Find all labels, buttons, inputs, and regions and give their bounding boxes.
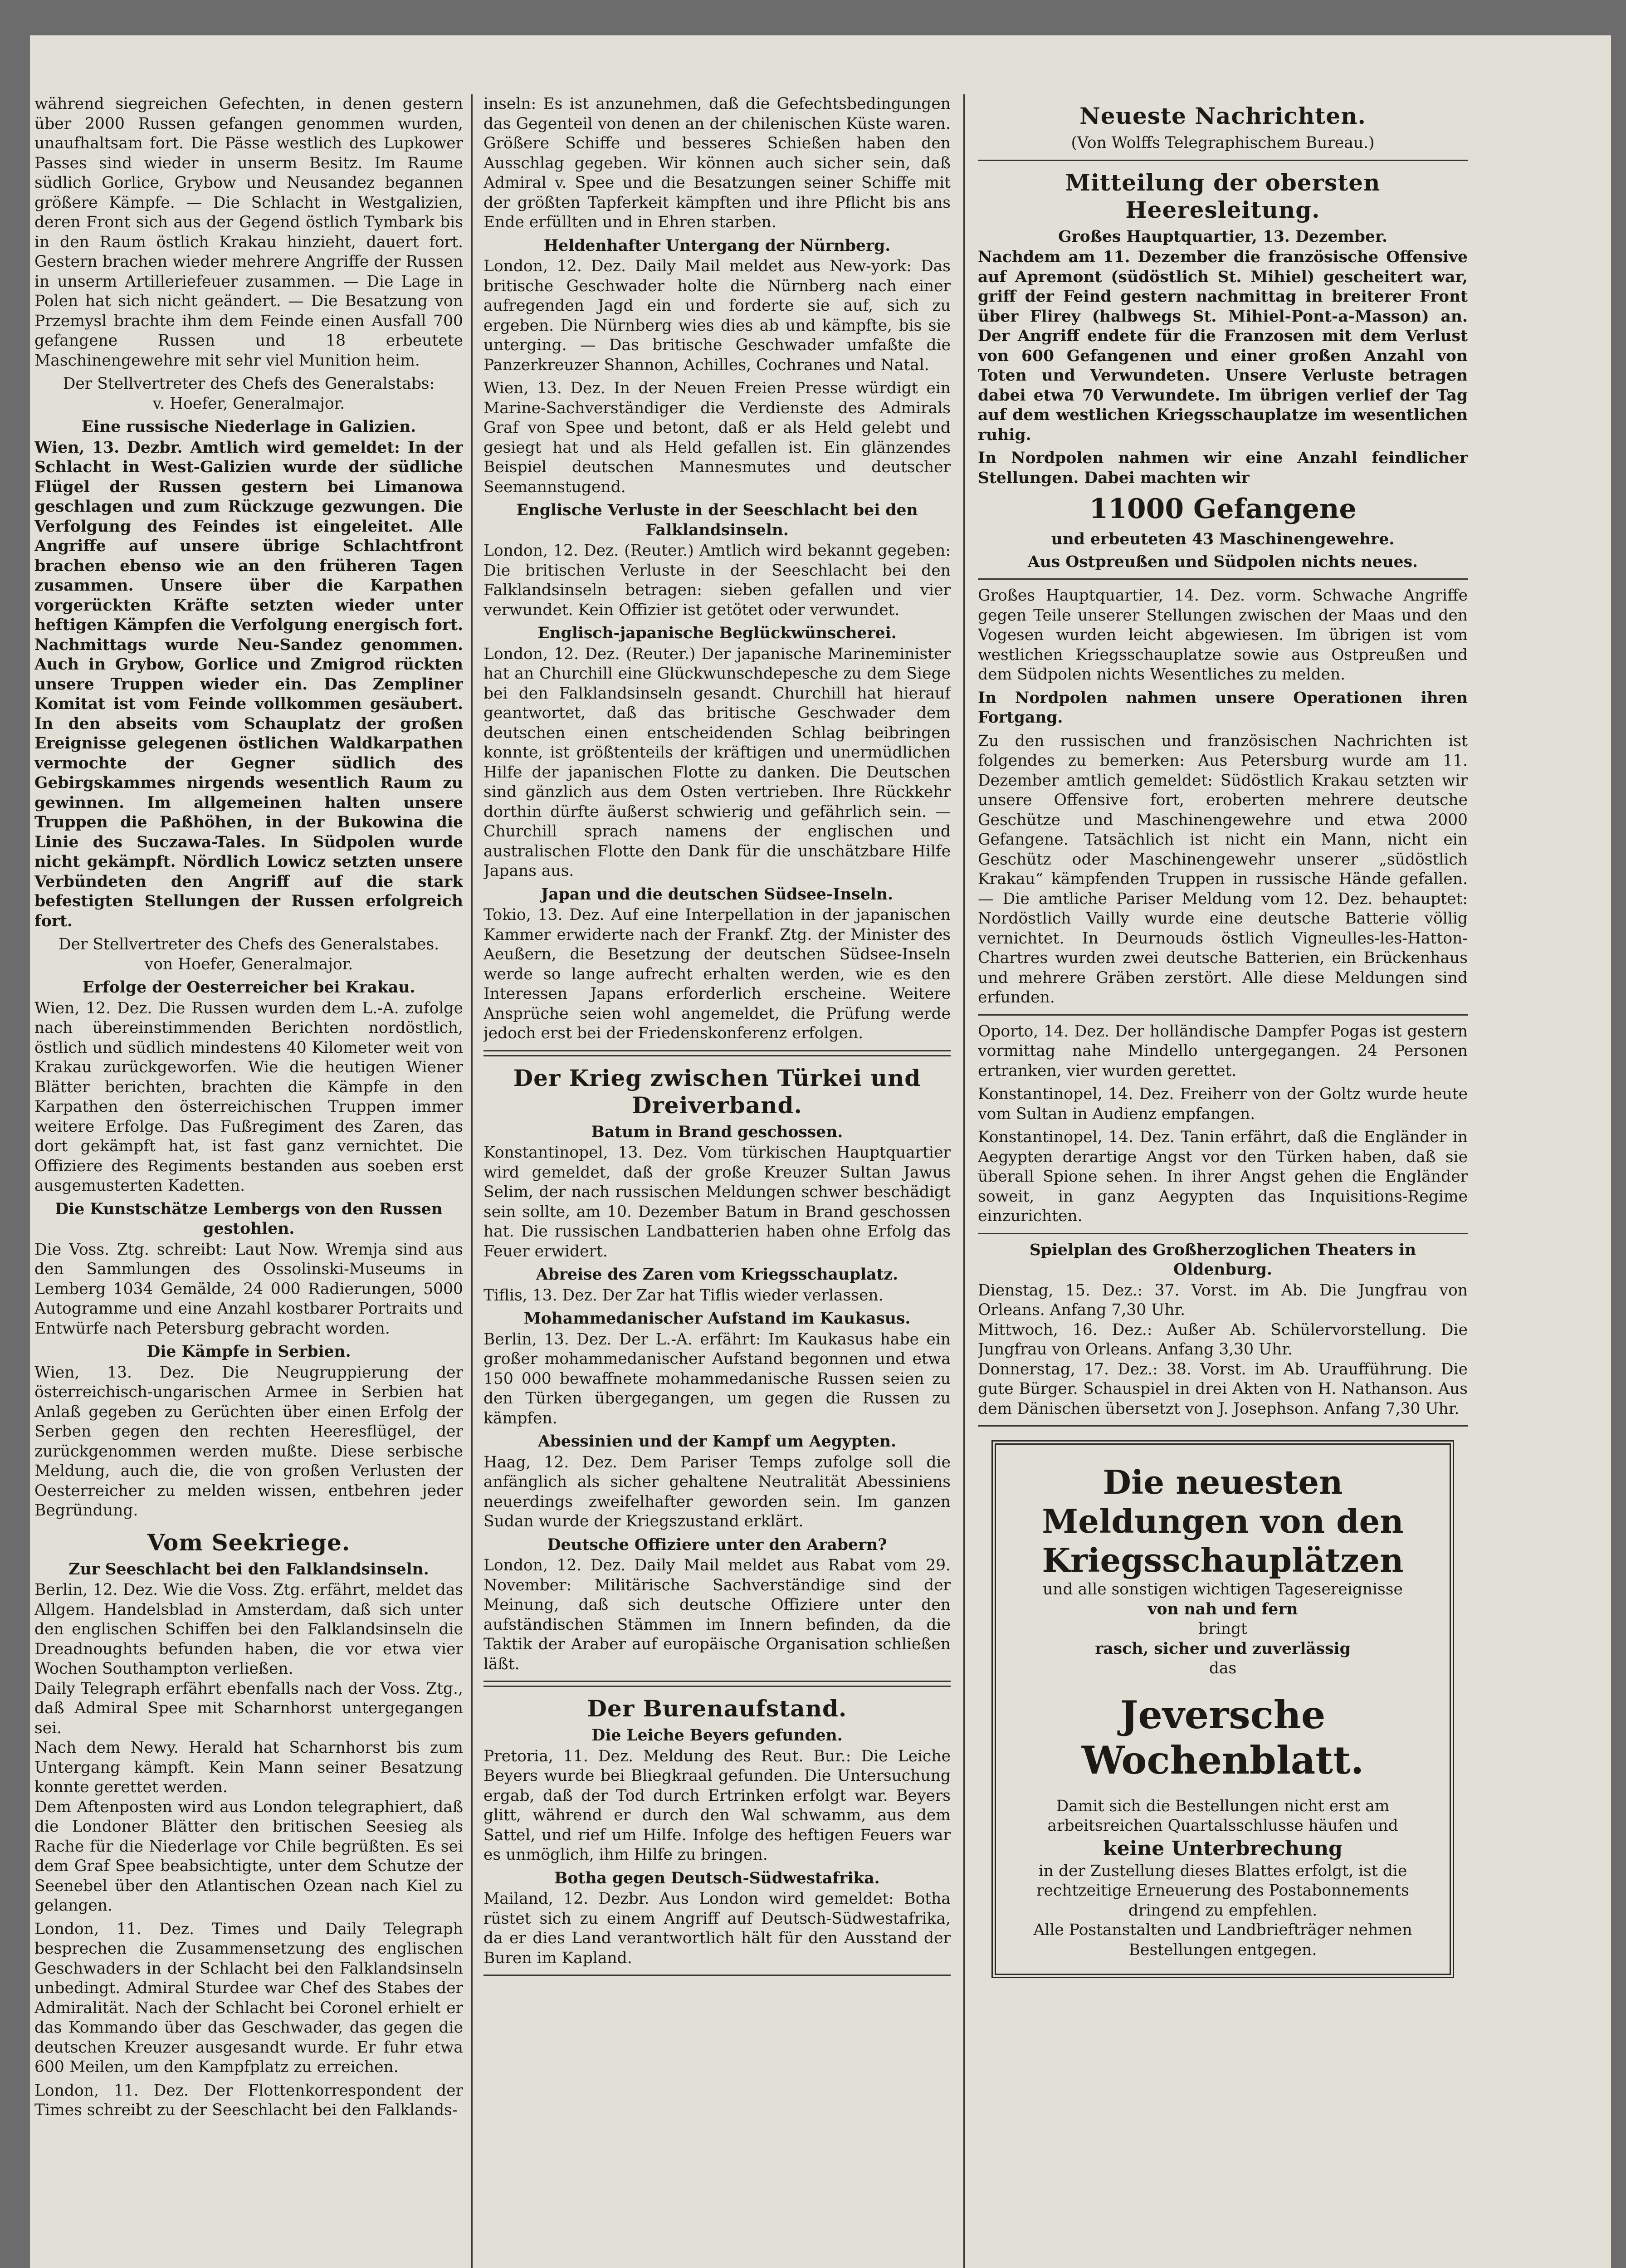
article-text: Wien, 13. Dez. Die Neugruppierung der österreichisch-ungarischen Armee in Serbien hat Anlaß gegeben zu Gerüchten über einen Erfolg der Serben gegen den rechten Heeresflügel, der zurückgenommen werden mußte. Diese serbische Meldung, auch die, die von großen Verlusten der Oesterreicher zu melden wissen, entbehren jeder Begründung. [34,1363,463,1520]
article-text: Konstantinopel, 13. Dez. Vom türkischen Hauptquartier wird gemeldet, daß der große Kreuzer Sultan Jawus Selim, der nach russischen Meldungen schwer beschädigt sein sollte, am 10. Dezember Batum in Brand geschossen hat. Die russischen Landbatterien haben ohne Erfolg das Feuer erwidert. [483,1144,951,1261]
section-title: Neueste Nachrichten. [1079,103,1366,129]
article-text: Tokio, 13. Dez. Auf eine Interpellation in der japanischen Kammer erwiderte nach der Frankf. Ztg. der Minister des Aeußern, die Besetzung der deutschen Südsee-Inseln werde so lange aufrecht erhalten werden, wie es den Interessen Japans erforderlich erscheine. Weitere Ansprüche seien wohl angemeldet, die Prüfung werde jedoch erst bei der Friedenskonferenz erfolgen. [483,906,951,1042]
theater-listing: Dienstag, 15. Dez.: 37. Vorst. im Ab. Die Jungfrau von Orleans. Anfang 7,30 Uhr. [978,1281,1468,1319]
dateline: Großes Hauptquartier, 13. Dezember. [1058,227,1387,246]
highlight-figure: 11000 Gefangene [1089,493,1357,525]
theater-listing: Donnerstag, 17. Dez.: 38. Vorst. im Ab. Uraufführung. Die gute Bürger. Schauspiel in drei Akten von H. Nathanson. Aus dem Dänischen übersetzt von J. Josephson. Anfang 7,30 Uhr. [978,1360,1468,1418]
headline: Spielplan des Großherzoglichen Theaters in Oldenburg. [1029,1241,1416,1279]
ad-text: rasch, sicher und zuverlässig [1095,1639,1351,1658]
headline: Heldenhafter Untergang der Nürnberg. [543,236,891,255]
article-text: London, 12. Dez. Daily Mail meldet aus Rabat vom 29. November: Militärische Sachverständige sind der Meinung, daß sich deutsche Offiziere unter den aufständischen Stämmen im Innern befinden, da die Taktik der Araber auf europäische Organisation schließen läßt. [483,1556,951,1673]
article-text: Wien, 12. Dez. Die Russen wurden dem L.-A. zufolge nach übereinstimmenden Berichten nordöstlich, östlich und südlich mindestens 40 Kilometer weit von Krakau zurückgeworfen. Wie die heutigen Wiener Blätter berichten, brachten die Kämpfe in den Karpathen den österreichischen Truppen immer weitere Erfolge. Das Fußregiment des Zaren, das dort gekämpft hat, ist fast ganz vernichtet. Die Offiziere des Regiments bestanden aus soeben erst ausgemusterten Kadetten. [34,999,463,1195]
headline: Abreise des Zaren vom Kriegsschauplatz. [536,1266,898,1284]
column-left [34,94,463,2268]
article-text: Großes Hauptquartier, 14. Dez. vorm. Schwache Angriffe gegen Teile unserer Stellungen zwischen der Maas und den Vogesen wurden leicht abgewiesen. Im übrigen ist vom westlichen Kriegsschauplatze sowie aus Ostpreußen und dem Südpolen nichts Wesentliches zu melden. [978,587,1468,684]
article-text: Daily Telegraph erfährt ebenfalls nach der Voss. Ztg., daß Admiral Spee mit Scharnhorst untergegangen sei. [34,1679,463,1737]
article-text: während siegreichen Gefechten, in denen gestern über 2000 Russen gefangen genommen wurden, unaufhaltsam fort. Die Pässe westlich des Lupkower Passes sind wieder in unserm Besitz. Im Raume südlich Gorlice, Grybow und Neusandez begannen größere Kämpfe. — Die Schlacht in Westgalizien, deren Front sich aus der Gegend östlich Tymbark bis in den Raum östlich Krakau hinzieht, dauert fort. Gestern brachen wieder mehrere Angriffe der Russen in unserm Artilleriefeuer zusammen. — Die Lage in Polen hat sich nicht geändert. — Die Besatzung von Przemysl brachte ihm dem Feinde einen Ausfall 700 gefangene Russen und 18 erbeutete Maschinengewehre mit sehr viel Munition heim. [34,95,463,370]
section-subtitle: (Von Wolffs Telegraphischem Bureau.) [1071,134,1375,152]
headline: Erfolge der Oesterreicher bei Krakau. [82,978,415,997]
article-text: und erbeuteten 43 Maschinengewehre. [1051,530,1395,548]
headline: Batum in Brand geschossen. [591,1123,843,1141]
advertisement-box [991,1440,1454,1978]
ad-text: Alle Postanstalten und Landbriefträger nehmen Bestellungen entgegen. [1033,1921,1412,1959]
article-text: Pretoria, 11. Dez. Meldung des Reut. Bur.: Die Leiche Beyers wurde bei Bliegkraal gefunden. Die Untersuchung ergab, daß der Tod durch Ertrinken erfolgt war. Beyers glitt, während er durch den Wal schwamm, aus dem Sattel, und rief um Hilfe. Infolge des heftigen Feuers war es unmöglich, ihm Hilfe zu bringen. [483,1747,951,1864]
article-text: Haag, 12. Dez. Dem Pariser Temps zufolge soll die anfänglich als sicher gehaltene Neutralität Abessiniens neuerdings zweifelhafter geworden sein. Im ganzen Sudan wurde der Kriegszustand erklärt. [483,1453,951,1530]
section-divider [978,1233,1468,1234]
signature-name: v. Hoefer, Generalmajor. [152,394,345,413]
newspaper-name: Jeversche Wochenblatt. [1081,1692,1364,1783]
headline: Zur Seeschlacht bei den Falklandsinseln. [68,1560,429,1579]
headline: Englische Verluste in der Seeschlacht bei den Falklandsinseln. [516,501,918,539]
article-text: Berlin, 12. Dez. Wie die Voss. Ztg. erfährt, meldet das Allgem. Handelsblad in Amsterdam, daß sich unter den englischen Schiffen bei den Falklandsinseln die Dreadnoughts befunden haben, die vor etwa vier Wochen Southampton verließen. [34,1581,463,1678]
article-text: London, 11. Dez. Times und Daily Telegraph besprechen die Zusammensetzung des englischen Geschwaders in der Schlacht bei den Falklandsinseln unbedingt. Admiral Sturdee war Chef des Stabes der Admiralität. Nach der Schlacht bei Coronel erhielt er das Kommando über das Geschwader, das gegen die deutschen Kreuzer ausgesandt wurde. Er fuhr etwa 600 Meilen, um den Kampfplatz zu erreichen. [34,1920,463,2076]
section-divider [978,1425,1468,1427]
article-text: Mailand, 12. Dezbr. Aus London wird gemeldet: Botha rüstet sich zu einem Angriff auf Deutsch-Südwestafrika, da er dies Land verantwortlich hält für den Ausstand der Buren im Kapland. [483,1890,951,1967]
article-text: Konstantinopel, 14. Dez. Tanin erfährt, daß die Engländer in Aegypten derartige Angst vor den Türken haben, daß sie überall Spione sehen. In ihrer Angst gehen die Engländer soweit, in ganz Aegypten das Inquisitions-Regime einzurichten. [978,1128,1468,1225]
article-text: Dem Aftenposten wird aus London telegraphiert, daß die Londoner Blätter den britischen Seesieg als Rache für die Niederlage vor Chile begrüßten. Es sei dem Graf Spee beabsichtigte, unter dem Schutze der Seenebel über den Atlantischen Ozean nach Kiel zu gelangen. [34,1798,463,1915]
headline: Japan und die deutschen Südsee-Inseln. [541,885,893,904]
article-text: Wien, 13. Dezbr. Amtlich wird gemeldet: In der Schlacht in West-Galizien wurde der südliche Flügel der Russen gestern bei Limanowa geschlagen und zum Rückzuge gezwungen. Die Verfolgung des Feindes ist eingeleitet. Alle Angriffe auf unsere übrige Schlachtfront brachen ebenso wie an den früheren Tagen zusammen. Unsere über die Karpathen vorgerückten Kräfte setzten wieder unter heftigen Kämpfen die Verfolgung energisch fort. Nachmittags wurde Neu-Sandez genommen. Auch in Grybow, Gorlice und Zmigrod rückten unsere Truppen wieder ein. Das Zempliner Komitat ist vom Feinde vollkommen gesäubert. In den abseits vom Schauplatz der großen Ereignisse gelegenen östlichen Waldkarpathen vermochte der Gegner südlich des Gebirgskammes nirgends wesentlich Raum zu gewinnen. Im allgemeinen halten unsere Truppen die Paßhöhen, in der Bukowina die Linie des Suczawa-Tales. In Südpolen wurde nicht gekämpft. Nördlich Lowicz setzten unsere Verbündeten den Angriff auf die stark befestigten Stellungen der Russen erfolgreich fort. [34,438,463,930]
column-rule [471,94,473,2268]
article-text: London, 12. Dez. Daily Mail meldet aus New-york: Das britische Geschwader holte die Nürnberg nach einer aufregenden Jagd ein und forderte sie auf, sich zu ergeben. Die Nürnberg wies dies ab und kämpfte, bis sie unterging. — Das britische Geschwader umfaßte die Panzerkreuzer Shannon, Achilles, Cochranes und Natal. [483,257,951,374]
article-text: Berlin, 13. Dez. Der L.-A. erfährt: Im Kaukasus habe ein großer mohammedanischer Aufstand begonnen und etwa 150 000 bewaffnete mohammedanische Russen seien zu den Türken übergegangen, um gegen die Russen zu kämpfen. [483,1330,951,1427]
article-text: London, 12. Dez. (Reuter.) Der japanische Marineminister hat an Churchill eine Glückwunschdepesche zu dem Siege bei den Falklandsinseln gesandt. Churchill hat hierauf geantwortet, daß das britische Geschwader dem deutschen einen entscheidenden Schlag beibringen konnte, ist größtenteils der kräftigen und unermüdlichen Hilfe der japanischen Flotte zu danken. Die Deutschen sind gänzlich aus dem Osten vertrieben. Ihre Rückkehr dorthin dürfte äußerst schwierig und gefährlich sein. — Churchill sprach namens der englischen und australischen Flotte den Dank für die unschätzbare Hilfe Japans aus. [483,645,951,880]
ad-text: bringt [1198,1620,1247,1638]
headline: Englisch-japanische Beglückwünscherei. [537,624,897,642]
theater-listing: Mittwoch, 16. Dez.: Außer Ab. Schülervorstellung. Die Jungfrau von Orleans. Anfang 3,30 Uhr. [978,1320,1468,1359]
article-text: London, 12. Dez. (Reuter.) Amtlich wird bekannt gegeben: Die britischen Verluste in der Seeschlacht bei den Falklandsinseln betragen: sieben gefallen und vier verwundet. Kein Offizier ist getötet oder verwundet. [483,542,951,619]
headline: Abessinien und der Kampf um Aegypten. [538,1432,896,1451]
column-rule [963,94,965,2268]
headline: Botha gegen Deutsch-Südwestafrika. [554,1869,880,1887]
headline: Mohammedanischer Aufstand im Kaukasus. [523,1310,911,1328]
article-text: London, 11. Dez. Der Flottenkorrespondent der Times schreibt zu der Seeschlacht bei den Falklands- [34,2081,463,2119]
headline: Die Kämpfe in Serbien. [146,1343,351,1361]
column-right [978,94,1468,2268]
article-text: In Nordpolen nahmen unsere Operationen ihren Fortgang. [978,689,1468,727]
signature-name: von Hoefer, Generalmajor. [144,955,353,973]
section-divider [483,1975,951,1976]
section-title: Der Krieg zwischen Türkei und Dreiverband. [513,1064,921,1119]
section-title: Der Burenaufstand. [587,1695,847,1722]
ad-text: das [1209,1659,1237,1677]
ad-text: und alle sonstigen wichtigen Tagesereignisse [1043,1580,1403,1598]
article-text: Konstantinopel, 14. Dez. Freiherr von der Goltz wurde heute vom Sultan in Audienz empfangen. [978,1085,1468,1123]
ad-text: Damit sich die Bestellungen nicht erst am arbeitsreichen Quartalsschlusse häufen und [1047,1797,1398,1835]
article-text: Zu den russischen und französischen Nachrichten ist folgendes zu bemerken: Aus Petersburg wurde am 11. Dezember amtlich gemeldet: Südöstlich Krakau setzten wir unsere Offensive fort, eroberten mehrere deutsche Geschütze und Maschinengewehre und etwa 2000 Gefangene. Tatsächlich ist nicht ein Mann, nicht ein Geschütz oder Maschinengewehr unserer „südöstlich Krakau“ kämpfenden Truppen in russische Hände gefallen. — Die amtliche Pariser Meldung vom 12. Dez. behauptet: Nordöstlich Vailly wurde eine deutsche Batterie völlig vernichtet. In Deurnouds östlich Vigneulles-les-Hatton-Chartres wurden zwei deutsche Batterien, ein Brückenhaus und mehrere Gräben zerstört. Alle diese Meldungen sind erfunden. [978,732,1468,1007]
section-title: Vom Seekriege. [147,1529,351,1556]
article-text: Nachdem am 11. Dezember die französische Offensive auf Apremont (südöstlich St. Mihiel) gescheitert war, griff der Feind gestern nachmittag in breiterer Front über Flirey (halbwegs St. Mihiel-Pont-a-Masson) an. Der Angriff endete für die Franzosen mit dem Verlust von 600 Gefangenen und einer großen Anzahl von Toten und Verwundeten. Unsere Verluste betragen dabei etwa 70 Verwundete. Im übrigen verlief der Tag auf dem westlichen Kriegsschauplatze im wesentlichen ruhig. [978,248,1468,444]
section-title: Mitteilung der obersten Heeresleitung. [1065,169,1381,223]
signature-line: Der Stellvertreter des Chefs des Generalstabs: [63,375,435,393]
article-text: In Nordpolen nahmen wir eine Anzahl feindlicher Stellungen. Dabei machten wir [978,449,1468,487]
signature-line: Der Stellvertreter des Chefs des Generalstabes. [58,935,439,953]
section-divider [978,1014,1468,1016]
ad-text: keine Unterbrechung [1103,1837,1343,1860]
article-text: Aus Ostpreußen und Südpolen nichts neues. [1027,552,1418,571]
article-text: Oporto, 14. Dez. Der holländische Dampfer Pogas ist gestern vormittag nahe Mindello untergegangen. 24 Personen ertranken, vier wurden gerettet. [978,1022,1468,1080]
headline: Die Leiche Beyers gefunden. [591,1726,843,1745]
column-middle [483,94,951,2268]
headline: Deutsche Offiziere unter den Arabern? [547,1535,887,1554]
ad-title: Die neuesten Meldungen von den Kriegsschauplätzen [1042,1463,1404,1579]
newspaper-page [30,35,1611,2268]
headline: Die Kunstschätze Lembergs von den Russen gestohlen. [55,1200,443,1238]
article-text: Nach dem Newy. Herald hat Scharnhorst bis zum Untergang kämpft. Kein Mann seiner Besatzung konnte gerettet werden. [34,1739,463,1796]
section-divider [483,1681,951,1687]
section-divider [978,160,1468,161]
section-divider [978,578,1468,580]
article-text: inseln: Es ist anzunehmen, daß die Gefechtsbedingungen das Gegenteil von denen an der chilenischen Küste waren. Größere Schiffe und besseres Schießen haben den Ausschlag gegeben. Wir können auch sicher sein, daß Admiral v. Spee und die Besatzungen seiner Schiffe mit der größten Tapferkeit kämpften und ihre Pflicht bis ans Ende erfüllten und in Ehren starben. [483,95,951,231]
article-text: Tiflis, 13. Dez. Der Zar hat Tiflis wieder verlassen. [483,1286,884,1305]
headline: Eine russische Niederlage in Galizien. [81,418,416,436]
article-text: Die Voss. Ztg. schreibt: Laut Now. Wremja sind aus den Sammlungen des Ossolinski-Museums in Lemberg 1034 Gemälde, 24 000 Radierungen, 5000 Autogramme und eine Anzahl kostbarer Portraits und Entwürfe nach Petersburg gebracht worden. [34,1240,463,1338]
ad-text: von nah und fern [1147,1600,1298,1618]
ad-text: in der Zustellung dieses Blattes erfolgt, ist die rechtzeitige Erneuerung des Postabonnements dringend zu empfehlen. [1036,1862,1409,1920]
article-text: Wien, 13. Dez. In der Neuen Freien Presse würdigt ein Marine-Sachverständiger die Verdienste des Admirals Graf von Spee und betont, daß er als Held gelebt und gesiegt hat und als Held gefallen ist. Ein glänzendes Beispiel deutschen Mannesmutes und deutscher Seemannstugend. [483,379,951,496]
section-divider [483,1050,951,1056]
